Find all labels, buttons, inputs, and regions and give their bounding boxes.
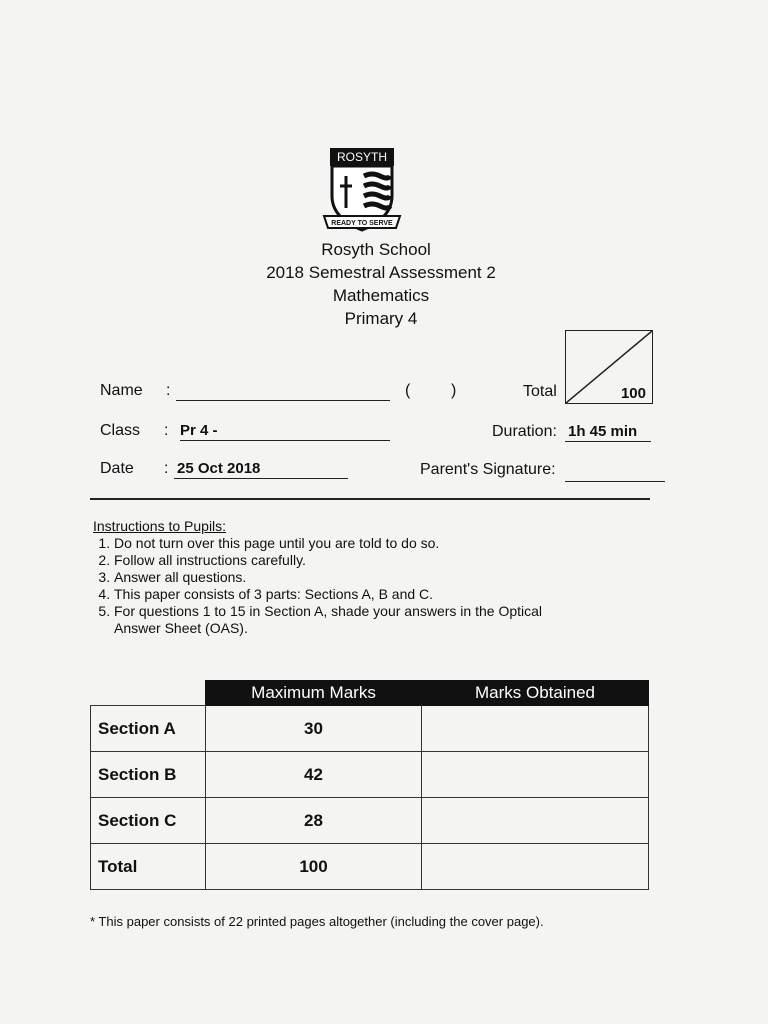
max-marks-cell: 28: [206, 798, 422, 844]
total-label: Total: [523, 383, 557, 400]
date-colon: :: [164, 460, 169, 477]
assessment-title: 2018 Semestral Assessment 2: [266, 263, 496, 282]
instructions-list: [93, 535, 584, 637]
instructions-block: [93, 518, 584, 637]
table-row: [91, 798, 649, 844]
header-divider: [90, 498, 650, 500]
max-marks-cell: 30: [206, 706, 422, 752]
total-score-box: [565, 330, 653, 404]
header-blank-cell: [91, 681, 206, 706]
name-field[interactable]: [176, 382, 390, 401]
date-field[interactable]: [174, 460, 348, 479]
class-value: Pr 4 -: [180, 422, 218, 439]
max-marks-header: Maximum Marks: [206, 681, 422, 706]
total-score-value: 100: [620, 385, 646, 402]
school-crest: [320, 146, 404, 236]
duration-field: [565, 423, 651, 442]
crest-motto-text: READY TO SERVE: [331, 220, 393, 227]
marks-table-header: [91, 681, 649, 706]
signature-label: Parent's Signature:: [420, 461, 556, 478]
index-open-paren: (: [405, 382, 411, 399]
class-label: Class: [100, 422, 141, 439]
name-colon: :: [166, 382, 171, 399]
signature-field[interactable]: [565, 463, 665, 482]
max-marks-cell: 42: [206, 752, 422, 798]
instruction-item: 3. Answer all questions.: [114, 569, 584, 586]
marks-table: [90, 680, 649, 890]
table-row: [91, 844, 649, 890]
duration-label: Duration:: [492, 423, 557, 440]
marks-obtained-cell[interactable]: [422, 706, 649, 752]
table-row: [91, 752, 649, 798]
marks-obtained-cell[interactable]: [422, 844, 649, 890]
instruction-item: 4. This paper consists of 3 parts: Sections A, B and C.: [114, 586, 584, 603]
school-name: Rosyth School: [321, 240, 431, 259]
section-name: Section A: [91, 706, 206, 752]
date-label: Date: [100, 460, 134, 477]
instruction-item: 2. Follow all instructions carefully.: [114, 552, 584, 569]
section-name: Section B: [91, 752, 206, 798]
section-name: Total: [91, 844, 206, 890]
crest-banner-text: ROSYTH: [336, 150, 388, 164]
level-title: Primary 4: [344, 309, 418, 328]
class-field[interactable]: [180, 422, 390, 441]
name-label: Name: [100, 382, 143, 399]
table-row: [91, 706, 649, 752]
instructions-title: Instructions to Pupils:: [93, 518, 227, 534]
index-close-paren: ): [451, 382, 457, 399]
instruction-item: 5. For questions 1 to 15 in Section A, shade your answers in the Optical Answer Sheet (OAS).: [114, 603, 584, 637]
marks-obtained-header: Marks Obtained: [422, 681, 649, 706]
class-colon: :: [164, 422, 169, 439]
instruction-item: 1. Do not turn over this page until you are told to do so.: [114, 535, 584, 552]
marks-obtained-cell[interactable]: [422, 798, 649, 844]
max-marks-cell: 100: [206, 844, 422, 890]
footnote: * This paper consists of 22 printed pages altogether (including the cover page).: [90, 914, 544, 929]
date-value: 25 Oct 2018: [177, 460, 261, 477]
section-name: Section C: [91, 798, 206, 844]
marks-obtained-cell[interactable]: [422, 752, 649, 798]
duration-value: 1h 45 min: [568, 423, 638, 440]
subject-title: Mathematics: [332, 286, 430, 305]
